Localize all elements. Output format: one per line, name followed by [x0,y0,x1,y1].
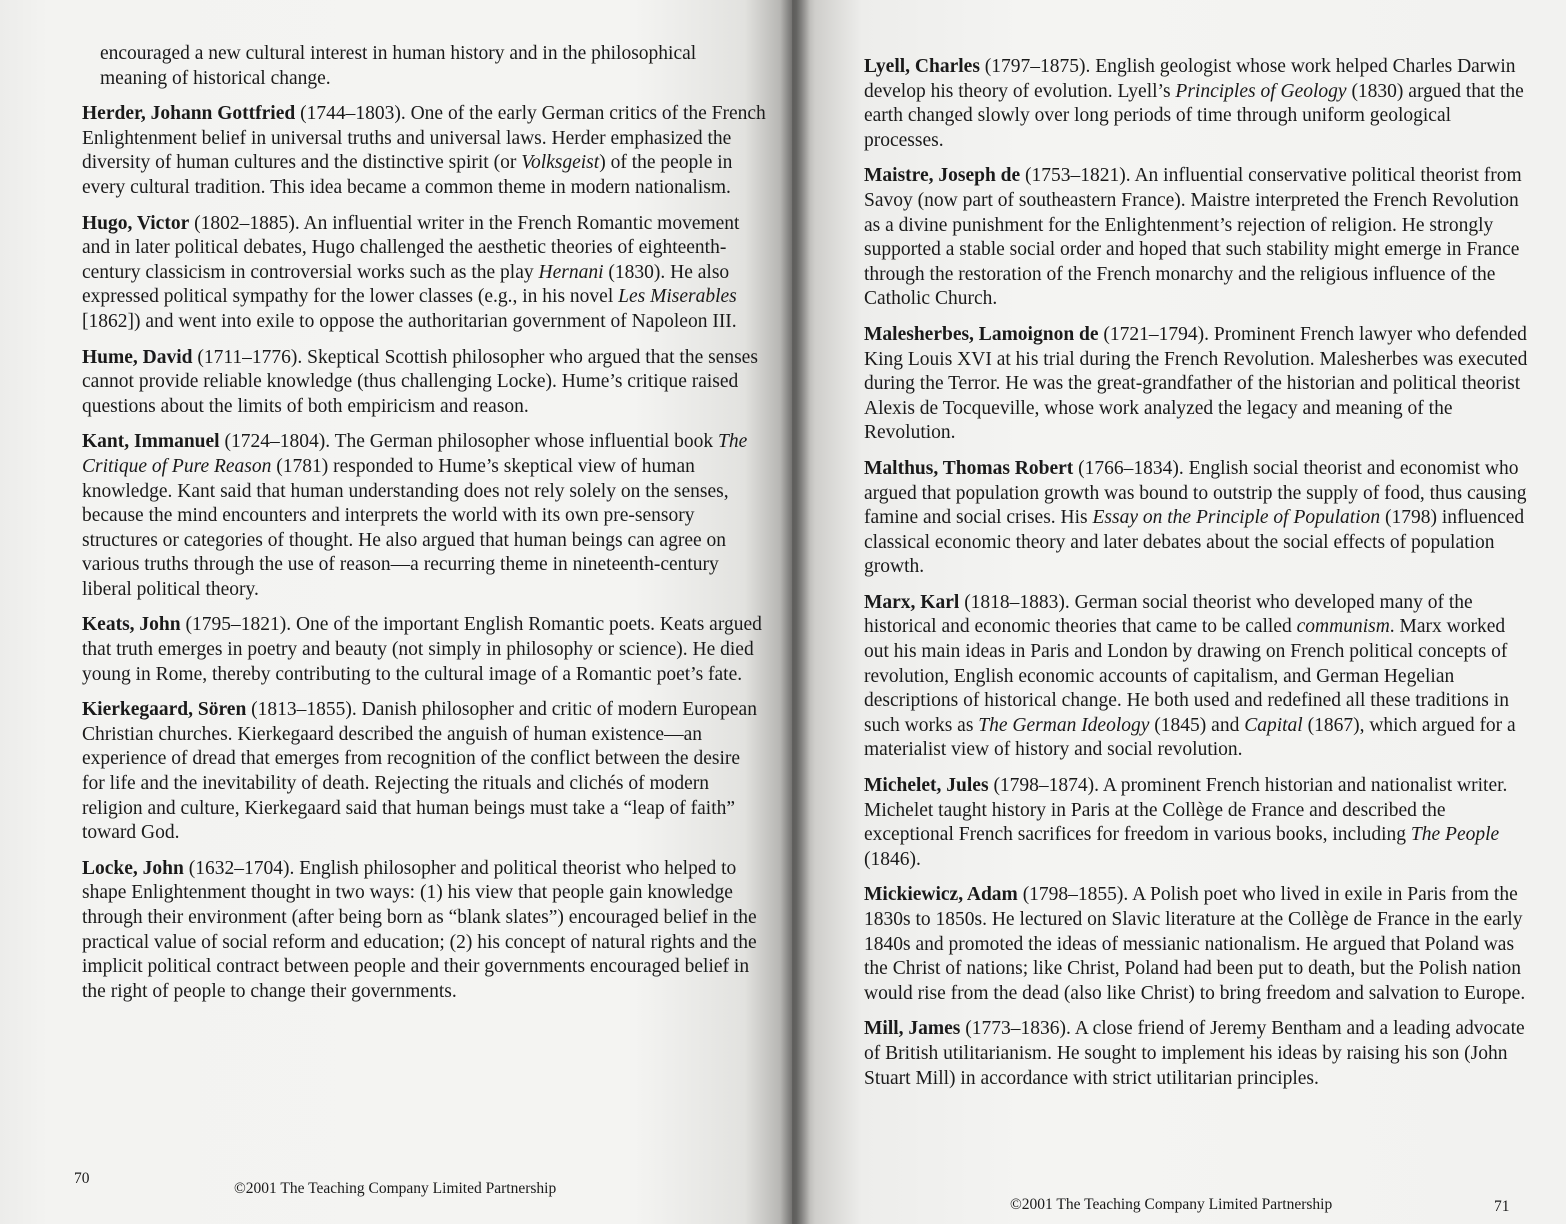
entry-name: Hume, David [82,346,193,368]
entry-name: Malthus, Thomas Robert [864,457,1074,479]
entry-italic-title: Les Miserables [618,286,737,308]
entry-text: (1830) argued that the earth changed slowly over long periods of time through uniform geological processes. [864,80,1524,151]
entry-name: Hugo, Victor [82,212,190,234]
entry-text: ) of the people in every cultural tradition. This idea became a common theme in modern nationalism. [82,152,733,198]
page-number: 71 [1494,1198,1510,1215]
entry-italic-title: Principles of Geology [1175,80,1347,102]
glossary-entry [82,857,766,1005]
entry-text: (1781) responded to Hume’s skeptical view of human knowledge. Kant said that human understanding does not rely solely on the senses, because the mind encounters and interprets the world with its own pre-sensory structures or categories of thought. He also argued that human beings can agree on various truths through the use of reason—a recurring theme in nineteenth-century liberal political theory. [82,455,729,600]
copyright-footer: ©2001 The Teaching Company Limited Partnership [234,1180,557,1197]
page-number: 70 [74,1170,90,1187]
entry-text: (1744–1803). One of the early German critics of the French Enlightenment belief in universal truths and universal laws. Herder emphasized the diversity of human cultures and the distinctive spirit (or [82,103,766,174]
glossary-entry [864,55,1532,153]
entry-italic-title: Capital [1244,714,1303,736]
glossary-entry [864,323,1532,446]
glossary-entry [82,613,766,687]
entry-text: (1798–1855). A Polish poet who lived in exile in Paris from the 1830s to 1850s. He lectured on Slavic literature at the Collège de France in the early 1840s and promoted the ideas of messianic nationalism. He argued that Poland was the Christ of nations; like Christ, Poland had been put to death, but the Polish nation would rise from the dead (also like Christ) to bring freedom and salvation to Europe. [864,884,1526,1004]
entry-italic-title: Essay on the Principle of Population [1092,507,1381,529]
entry-text: (1845) and [1149,714,1245,736]
right-page [792,0,1566,1224]
entry-text: (1798–1874). A prominent French historian and nationalist writer. Michelet taught history in Paris at the Collège de France and described the exceptional French sacrifices for freedom in various books, including [864,775,1508,846]
entry-name: Malesherbes, Lamoignon de [864,323,1099,345]
entry-name: Maistre, Joseph de [864,165,1021,187]
glossary-entry [864,774,1532,872]
left-text-column [82,42,766,1015]
entry-italic-title: The German Ideology [978,714,1150,736]
entry-text: [1862]) and went into exile to oppose the authoritarian government of Napoleon III. [82,310,737,332]
entry-text: (1797–1875). English geologist whose work helped Charles Darwin develop his theory of evolution. Lyell’s [864,56,1516,102]
glossary-entry [864,164,1532,312]
entry-italic-title: The People [1410,824,1500,846]
glossary-entry [864,1017,1532,1091]
entry-italic-title: communism [1296,616,1390,638]
glossary-entry [82,102,766,200]
entry-name: Herder, Johann Gottfried [82,103,296,125]
entry-name: Kierkegaard, Sören [82,699,247,721]
entry-text: (1773–1836). A close friend of Jeremy Bentham and a leading advocate of British utilitarianism. He sought to implement his ideas by raising his son (John Stuart Mill) in accordance with strict utilitarian principles. [864,1018,1525,1089]
right-entries [864,55,1532,1091]
entry-name: Kant, Immanuel [82,431,220,453]
entry-text: (1818–1883). German social theorist who developed many of the historical and economic theories that came to be called [864,591,1473,638]
entry-italic-title: Hernani [538,261,604,283]
glossary-entry [82,430,766,602]
entry-text: (1830). He also expressed political sympathy for the lower classes (e.g., in his novel [82,261,730,308]
entry-text: (1813–1855). Danish philosopher and critic of modern European Christian churches. Kierkegaard described the anguish of human existence—an experience of dread that emerges from recognition of the conflict between the desire for life and the inevitability of death. Rejecting the rituals and clichés of modern religion and culture, Kierkegaard said that human beings must take a “leap of faith” toward God. [82,699,757,844]
entry-name: Mill, James [864,1018,961,1040]
entry-name: Mickiewicz, Adam [864,884,1018,906]
glossary-entry [82,212,766,335]
glossary-entry [864,457,1532,580]
entry-text: (1721–1794). Prominent French lawyer who defended King Louis XVI at his trial during the French Revolution. Malesherbes was executed during the Terror. He was the great-grandfather of the historian and political theorist Alexis de Tocqueville, whose work analyzed the legacy and meaning of the Revolution. [864,323,1528,444]
entry-italic-title: Volksgeist [521,152,600,174]
book-gutter [780,0,810,1224]
glossary-entry [82,698,766,846]
right-text-column [864,55,1532,1102]
entry-text: (1846). [864,848,921,870]
entry-name: Keats, John [82,614,181,636]
entry-text: (1724–1804). The German philosopher whose influential book [219,431,719,453]
entry-name: Locke, John [82,857,184,879]
entry-text: (1753–1821). An influential conservative political theorist from Savoy (now part of southeastern France). Maistre interpreted the French Revolution as a divine punishment for the Enlightenment’s rejection of religion. He strongly supported a stable social order and hoped that such stability might emerge in France through the restoration of the French monarchy and the religious influence of the Catholic Church. [864,165,1522,310]
glossary-entry [864,883,1532,1006]
entry-text: (1766–1834). English social theorist and economist who argued that population growth was bound to outstrip the supply of food, thus causing famine and social crises. His [864,457,1527,529]
glossary-entry [864,591,1532,763]
entry-text: (1802–1885). An influential writer in the French Romantic movement and in later political debates, Hugo challenged the aesthetic theories of eighteenth-century classicism in controversial works such as the play [82,212,740,283]
entry-text: (1867), which argued for a materialist view of history and social revolution. [864,714,1516,761]
entry-italic-title: The Critique of Pure Reason [82,431,748,477]
entry-name: Lyell, Charles [864,56,980,77]
entry-text: (1632–1704). English philosopher and political theorist who helped to shape Enlightenment thought in two ways: (1) his view that people gain knowledge through their environment (after being born as “blank slates”) encouraged belief in the practical value of social reform and education; (2) his concept of natural rights and the implicit political contract between people and their governments encouraged belief in the right of people to change their governments. [82,857,757,1002]
entry-text: (1795–1821). One of the important English Romantic poets. Keats argued that truth emerges in poetry and beauty (not simply in philosophy or science). He died young in Rome, thereby contributing to the cultural image of a Romantic poet’s fate. [82,614,762,685]
entry-text: . Marx worked out his main ideas in Paris and London by drawing on French political concepts of revolution, English economic accounts of capitalism, and German Hegelian descriptions of historical change. He both used and redefined all these traditions in such works as [864,616,1509,736]
entry-text: (1798) influenced classical economic theory and later debates about the social effects of population growth. [864,507,1525,578]
entry-text: (1711–1776). Skeptical Scottish philosopher who argued that the senses cannot provide reliable knowledge (thus challenging Locke). Hume’s critique raised questions about the limits of both empiricism and reason. [82,346,758,417]
entry-name: Michelet, Jules [864,775,989,797]
copyright-footer: ©2001 The Teaching Company Limited Partnership [1010,1196,1333,1213]
left-entries [82,102,766,1004]
glossary-entry [82,346,766,420]
entry-name: Marx, Karl [864,591,960,613]
continued-paragraph: encouraged a new cultural interest in human history and in the philosophical meaning of historical change. [100,43,697,89]
